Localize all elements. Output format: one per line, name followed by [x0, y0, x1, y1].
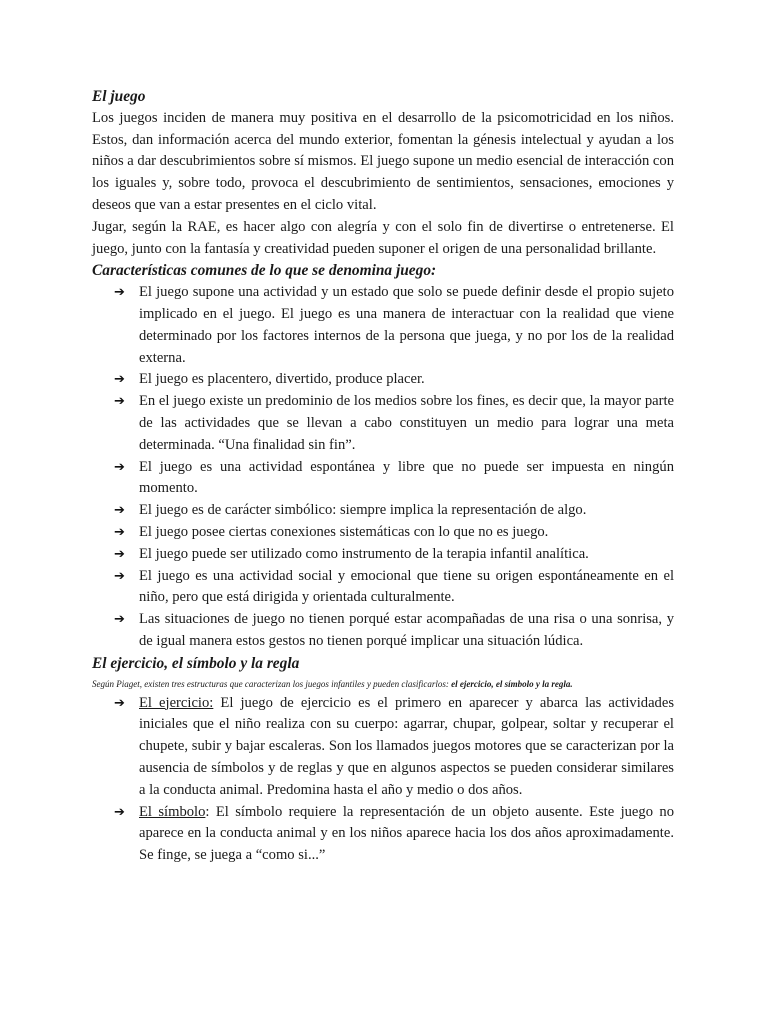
- list-item: [114, 500, 674, 522]
- arrow-bullet-icon: ➔: [114, 568, 125, 584]
- section-title-el-juego: El juego: [92, 88, 146, 105]
- paragraph-juegos-inciden: Los juegos inciden de manera muy positiva en el desarrollo de la psicomotricidad en los niños. Estos, dan información acerca del mundo exterior, fomentan la génesis intelectual y ayudan a los niños a dar descubrimientos sobre sí mismos. El juego supone un medio esencial de interacción con los iguales y, sobre todo, provoca el descubrimiento de sentimientos, sensaciones, emociones y deseos que van a estar presentes en el ciclo vital.: [92, 109, 674, 213]
- list-item: [114, 391, 674, 456]
- list-item: [114, 282, 674, 369]
- piaget-note-text: Según Piaget, existen tres estructuras que caracterizan los juegos infantiles y pueden clasificarlos:: [92, 678, 452, 689]
- list-item-text: El juego supone una actividad y un estado que solo se puede definir desde el propio sujeto implicado en el juego. El juego es una manera de interactuar con la realidad que viene determinado por los factores internos de la persona que juega, y no por los de la realidad externa.: [139, 284, 674, 366]
- list-item-text: El juego de ejercicio es el primero en aparecer y abarca las actividades iniciales que el niño realiza con su cuerpo: agarrar, chupar, golpear, soltar y recuperar el chupete, subir y bajar escaleras. Son los llamados juegos motores que se caracterizan por la ausencia de símbolos y de reglas y que en algunos aspectos se pueden considerar similares a la conducta animal. Predomina hasta el año y medio o dos años.: [139, 694, 675, 798]
- paragraph-jugar-segun-rae: Jugar, según la RAE, es hacer algo con alegría y con el solo fin de divertirse o entretenerse. El juego, junto con la fantasía y creatividad pueden suponer el origen de una personalidad brillante.: [92, 218, 674, 257]
- characteristics-list: [92, 282, 674, 653]
- term-simbolo: El símbolo: [139, 803, 206, 820]
- list-item-text: El juego es placentero, divertido, produce placer.: [139, 371, 425, 388]
- piaget-note: [92, 675, 674, 693]
- list-item-text: El juego es una actividad espontánea y libre que no puede ser impuesta en ningún momento.: [139, 458, 674, 497]
- document-body: [92, 86, 674, 867]
- arrow-bullet-icon: ➔: [114, 459, 125, 475]
- list-item-text: En el juego existe un predominio de los medios sobre los fines, es decir que, la mayor parte de las actividades que se llevan a cabo constituyen un medio para lograr una meta determinada. “Una finalidad sin fin”.: [139, 393, 674, 453]
- list-item-text: El juego es de carácter simbólico: siempre implica la representación de algo.: [139, 502, 587, 519]
- arrow-bullet-icon: ➔: [114, 804, 125, 820]
- term-ejercicio: El ejercicio:: [139, 694, 214, 711]
- arrow-bullet-icon: ➔: [114, 546, 125, 562]
- list-item-text: El juego puede ser utilizado como instrumento de la terapia infantil analítica.: [139, 545, 589, 562]
- piaget-note-bold: el ejercicio, el símbolo y la regla.: [451, 678, 573, 689]
- arrow-bullet-icon: ➔: [114, 612, 125, 628]
- list-item-text: El juego es una actividad social y emocional que tiene su origen espontáneamente en el niño, pero que está dirigida y orientada culturalmente.: [139, 567, 674, 606]
- list-item: [114, 544, 674, 566]
- list-item-text: : El símbolo requiere la representación de un objeto ausente. Este juego no aparece en la conducta animal y en los niños aparece hacia los dos años aproximadamente. Se finge, se juega a “como si...”: [139, 803, 674, 864]
- list-item: [114, 369, 674, 391]
- arrow-bullet-icon: ➔: [114, 503, 125, 519]
- arrow-bullet-icon: ➔: [114, 394, 125, 410]
- list-item: [114, 802, 674, 867]
- arrow-bullet-icon: ➔: [114, 285, 125, 301]
- arrow-bullet-icon: ➔: [114, 695, 125, 711]
- list-item: [114, 609, 674, 653]
- list-item: [114, 457, 674, 501]
- section-title-caracteristicas: Características comunes de lo que se denomina juego:: [92, 262, 437, 280]
- list-item-text: El juego posee ciertas conexiones sistemáticas con lo que no es juego.: [139, 523, 549, 540]
- list-item-text: Las situaciones de juego no tienen porqué estar acompañadas de una risa o una sonrisa, y de igual manera estos gestos no tienen porqué implicar una situación lúdica.: [139, 611, 674, 649]
- arrow-bullet-icon: ➔: [114, 372, 125, 388]
- arrow-bullet-icon: ➔: [114, 524, 125, 540]
- list-item: [114, 522, 674, 544]
- list-item: [114, 566, 674, 610]
- list-item: [114, 693, 675, 802]
- section-title-ejercicio-simbolo-regla: El ejercicio, el símbolo y la regla: [92, 654, 300, 672]
- structures-list: [92, 693, 674, 867]
